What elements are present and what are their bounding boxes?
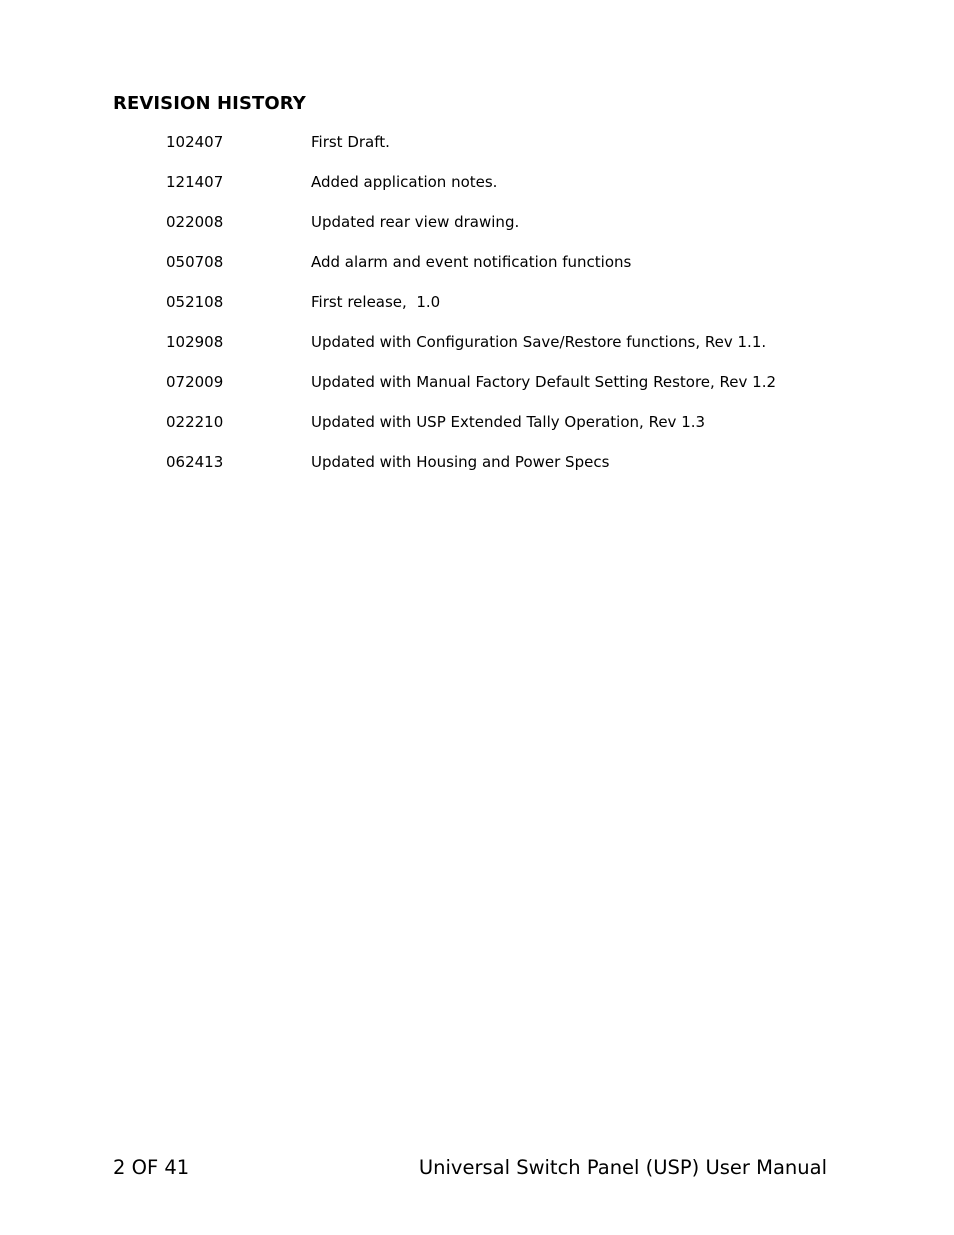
document-title: Universal Switch Panel (USP) User Manual xyxy=(418,1156,827,1179)
revision-description: Updated with Configuration Save/Restore functions, Rev 1.1. xyxy=(311,333,767,351)
revision-description: Updated rear view drawing. xyxy=(311,213,520,231)
revision-date: 072009 xyxy=(166,373,224,391)
revision-row xyxy=(166,333,786,352)
revision-description: Updated with Housing and Power Specs xyxy=(311,453,610,471)
revision-history-heading: REVISION HISTORY xyxy=(113,93,306,114)
revision-row xyxy=(166,133,786,152)
revision-description: First Draft. xyxy=(311,133,390,151)
revision-row xyxy=(166,213,786,232)
revision-row xyxy=(166,413,786,432)
revision-row xyxy=(166,453,786,472)
revision-description: Updated with Manual Factory Default Setting Restore, Rev 1.2 xyxy=(311,373,777,391)
revision-date: 062413 xyxy=(166,453,224,471)
revision-description: Added application notes. xyxy=(311,173,498,191)
revision-row xyxy=(166,293,786,312)
revision-date: 121407 xyxy=(166,173,224,191)
page-number: 2 OF 41 xyxy=(113,1156,190,1179)
revision-date: 102908 xyxy=(166,333,224,351)
revision-row xyxy=(166,173,786,192)
revision-date: 102407 xyxy=(166,133,224,151)
revision-date: 022210 xyxy=(166,413,224,431)
revision-description: Add alarm and event notification functions xyxy=(311,253,632,271)
revision-list xyxy=(166,133,786,493)
revision-description: Updated with USP Extended Tally Operation, Rev 1.3 xyxy=(311,413,706,431)
page-footer xyxy=(113,1156,827,1179)
revision-row xyxy=(166,373,786,392)
revision-date: 050708 xyxy=(166,253,224,271)
revision-date: 022008 xyxy=(166,213,224,231)
revision-date: 052108 xyxy=(166,293,224,311)
revision-description: First release, 1.0 xyxy=(311,293,441,311)
revision-row xyxy=(166,253,786,272)
